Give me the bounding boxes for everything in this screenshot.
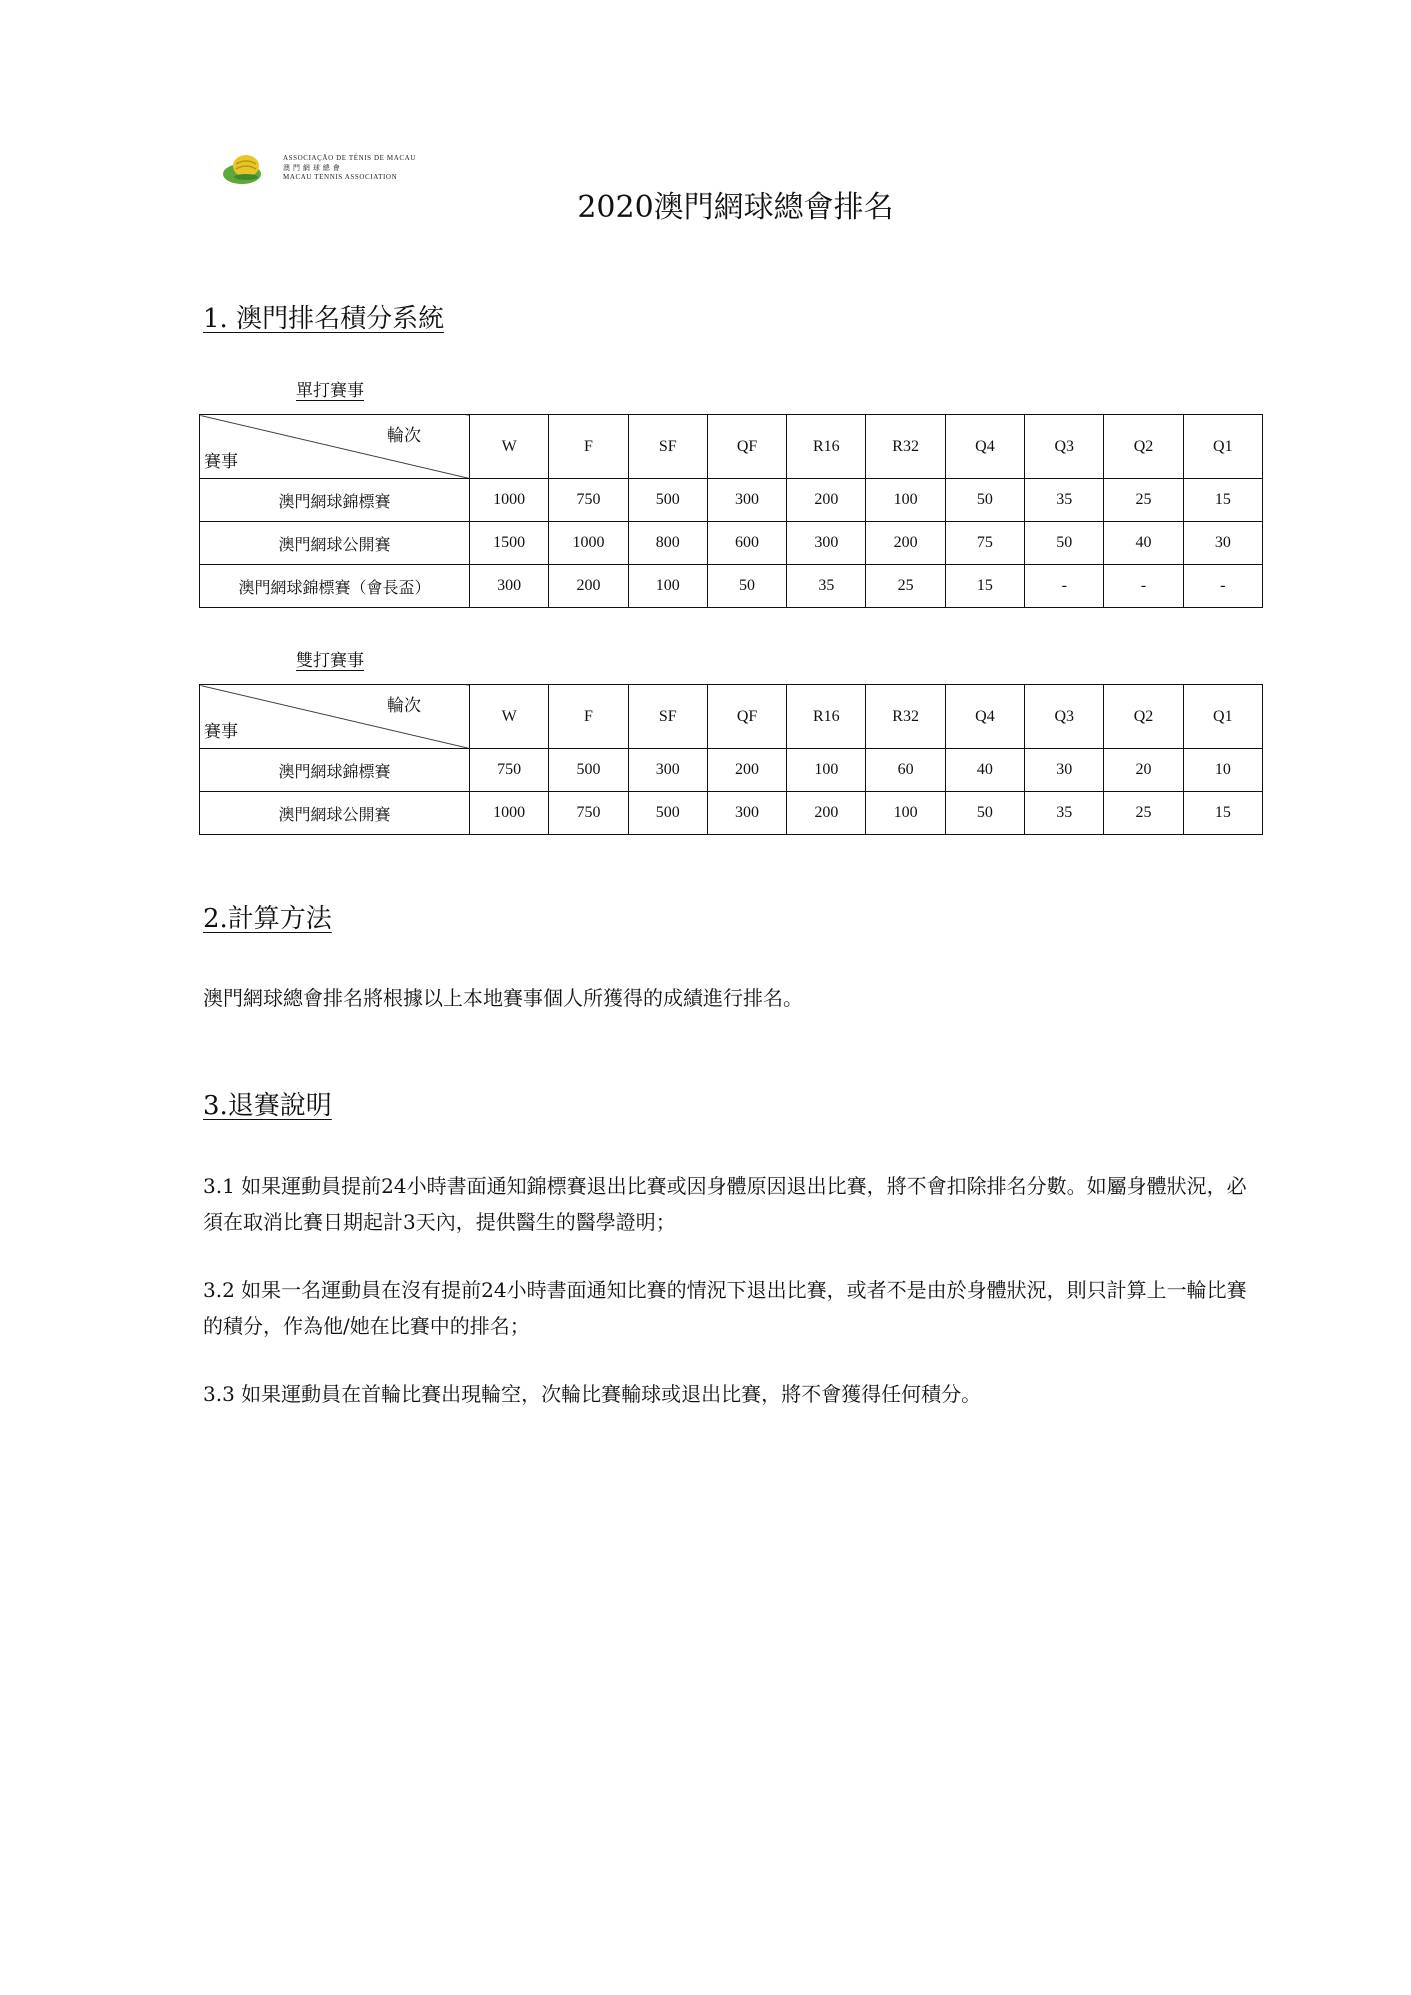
points-cell: 75 <box>945 522 1024 565</box>
event-name-cell: 澳門網球公開賽 <box>200 792 470 835</box>
withdrawal-rule-3-3: 3.3 如果運動員在首輪比賽出現輪空，次輪比賽輸球或退出比賽，將不會獲得任何積分。 <box>203 1382 982 1406</box>
points-cell: 750 <box>549 792 628 835</box>
column-header: SF <box>628 685 707 749</box>
points-cell: 200 <box>707 749 786 792</box>
column-header: SF <box>628 415 707 479</box>
points-cell: 300 <box>707 792 786 835</box>
diagonal-header-cell <box>200 685 470 749</box>
event-header-label: 賽事 <box>204 452 238 471</box>
doubles-caption: 雙打賽事 <box>296 651 364 671</box>
column-header: R32 <box>866 415 945 479</box>
column-header: W <box>470 685 549 749</box>
points-cell: 500 <box>549 749 628 792</box>
points-cell: 35 <box>1025 479 1104 522</box>
column-header: Q4 <box>945 415 1024 479</box>
column-header: Q3 <box>1025 685 1104 749</box>
table-row <box>200 522 1263 565</box>
singles-caption: 單打賽事 <box>296 381 364 401</box>
points-cell: 1500 <box>470 522 549 565</box>
points-cell: 30 <box>1183 522 1262 565</box>
table-row <box>200 479 1263 522</box>
points-cell: 15 <box>1183 792 1262 835</box>
points-cell: - <box>1025 565 1104 608</box>
points-cell: 100 <box>628 565 707 608</box>
points-cell: 40 <box>945 749 1024 792</box>
logo-text-chinese: 澳 門 網 球 總 會 <box>283 163 341 172</box>
points-cell: 25 <box>1104 479 1183 522</box>
column-header: Q1 <box>1183 685 1262 749</box>
document-title: 2020澳門網球總會排名 <box>577 190 894 225</box>
column-header: Q3 <box>1025 415 1104 479</box>
event-name-cell: 澳門網球錦標賽（會長盃） <box>200 565 470 608</box>
points-cell: 500 <box>628 479 707 522</box>
points-cell: 25 <box>866 565 945 608</box>
points-cell: 35 <box>787 565 866 608</box>
points-cell: 50 <box>707 565 786 608</box>
section-3-heading: 3.退賽說明 <box>203 1091 332 1121</box>
points-cell: 15 <box>945 565 1024 608</box>
column-header: Q2 <box>1104 415 1183 479</box>
column-header: QF <box>707 685 786 749</box>
column-header: F <box>549 415 628 479</box>
table-row <box>200 565 1263 608</box>
event-header-label: 賽事 <box>204 722 238 741</box>
points-cell: 100 <box>866 479 945 522</box>
points-cell: 50 <box>945 479 1024 522</box>
column-header: W <box>470 415 549 479</box>
points-cell: 30 <box>1025 749 1104 792</box>
logo-text <box>283 154 416 183</box>
column-header: Q4 <box>945 685 1024 749</box>
points-cell: 25 <box>1104 792 1183 835</box>
round-header-label: 輪次 <box>387 696 421 715</box>
event-name-cell: 澳門網球錦標賽 <box>200 479 470 522</box>
tennis-ball-logo-icon <box>222 152 278 186</box>
event-name-cell: 澳門網球公開賽 <box>200 522 470 565</box>
singles-points-table <box>199 414 1263 608</box>
table-row <box>200 792 1263 835</box>
points-cell: 20 <box>1104 749 1183 792</box>
calculation-method-text: 澳門網球總會排名將根據以上本地賽事個人所獲得的成績進行排名。 <box>203 986 803 1010</box>
diagonal-header-cell <box>200 415 470 479</box>
points-cell: 50 <box>1025 522 1104 565</box>
points-cell: 200 <box>866 522 945 565</box>
withdrawal-rule-3-2: 3.2 如果一名運動員在沒有提前24小時書面通知比賽的情況下退出比賽，或者不是由於身體狀況，則只計算上一輪比賽的積分，作為他/她在比賽中的排名； <box>203 1278 1247 1338</box>
points-cell: 50 <box>945 792 1024 835</box>
points-cell: 800 <box>628 522 707 565</box>
points-cell: 600 <box>707 522 786 565</box>
points-cell: 35 <box>1025 792 1104 835</box>
column-header: Q1 <box>1183 415 1262 479</box>
points-cell: 300 <box>470 565 549 608</box>
round-header-label: 輪次 <box>387 426 421 445</box>
column-header: Q2 <box>1104 685 1183 749</box>
column-header: R16 <box>787 685 866 749</box>
points-cell: 60 <box>866 749 945 792</box>
points-cell: 300 <box>787 522 866 565</box>
points-cell: 300 <box>707 479 786 522</box>
points-cell: 750 <box>549 479 628 522</box>
column-header: R32 <box>866 685 945 749</box>
column-header: F <box>549 685 628 749</box>
points-cell: 100 <box>866 792 945 835</box>
doubles-points-table <box>199 684 1263 835</box>
points-cell: 500 <box>628 792 707 835</box>
event-name-cell: 澳門網球錦標賽 <box>200 749 470 792</box>
points-cell: 1000 <box>549 522 628 565</box>
points-cell: 40 <box>1104 522 1183 565</box>
points-cell: 200 <box>549 565 628 608</box>
points-cell: 200 <box>787 479 866 522</box>
logo-text-portuguese: ASSOCIAÇÃO DE TÉNIS DE MACAU <box>283 154 416 162</box>
points-cell: - <box>1104 565 1183 608</box>
points-cell: 300 <box>628 749 707 792</box>
section-2-heading: 2.計算方法 <box>203 904 332 934</box>
table-header-row <box>200 685 1263 749</box>
points-cell: 100 <box>787 749 866 792</box>
points-cell: 10 <box>1183 749 1262 792</box>
points-cell: 1000 <box>470 792 549 835</box>
points-cell: 200 <box>787 792 866 835</box>
points-cell: - <box>1183 565 1262 608</box>
table-header-row <box>200 415 1263 479</box>
column-header: R16 <box>787 415 866 479</box>
points-cell: 15 <box>1183 479 1262 522</box>
section-1-heading: 1. 澳門排名積分系統 <box>203 304 445 334</box>
points-cell: 1000 <box>470 479 549 522</box>
logo-text-english: MACAU TENNIS ASSOCIATION <box>283 173 398 181</box>
table-row <box>200 749 1263 792</box>
column-header: QF <box>707 415 786 479</box>
withdrawal-rule-3-1: 3.1 如果運動員提前24小時書面通知錦標賽退出比賽或因身體原因退出比賽，將不會扣除排名分數。如屬身體狀況，必須在取消比賽日期起計3天內，提供醫生的醫學證明； <box>203 1174 1247 1234</box>
points-cell: 750 <box>470 749 549 792</box>
